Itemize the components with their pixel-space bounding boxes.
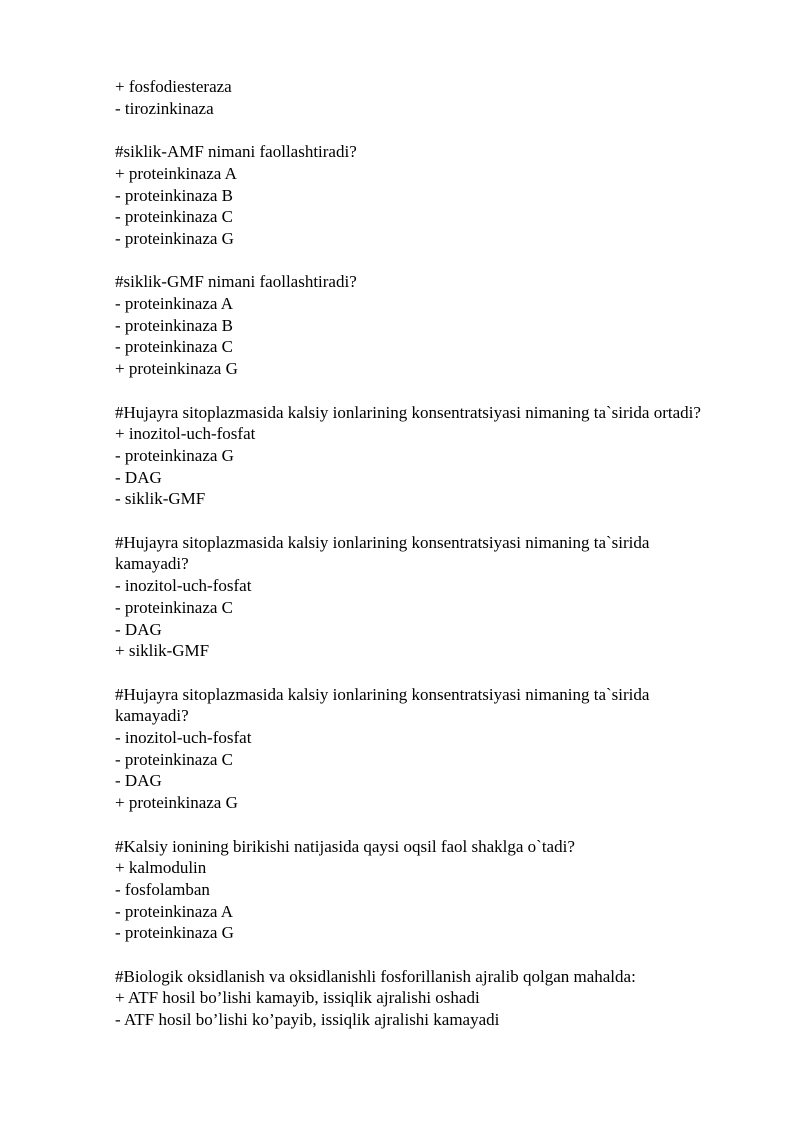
question-text: #Kalsiy ionining birikishi natijasida qaysi oqsil faol shaklga o`tadi? xyxy=(115,836,575,856)
answer-option: - inozitol-uch-fosfat xyxy=(115,728,252,748)
blank-line xyxy=(115,510,715,532)
answer-option: - proteinkinaza G xyxy=(115,228,234,248)
answer-option: - DAG xyxy=(115,619,162,639)
question-block xyxy=(115,966,715,1031)
question-text: #siklik-GMF nimani faollashtiradi? xyxy=(115,272,357,292)
answer-option: + proteinkinaza G xyxy=(115,793,238,813)
document-content xyxy=(115,76,715,1031)
question-block xyxy=(115,141,715,250)
answer-option: - proteinkinaza C xyxy=(115,337,234,357)
answer-option: + kalmodulin xyxy=(115,858,207,878)
question-block xyxy=(115,402,715,511)
question-block xyxy=(115,532,715,662)
answer-option: + fosfodiesteraza xyxy=(115,77,232,96)
answer-option: + proteinkinaza G xyxy=(115,359,238,379)
question-block xyxy=(115,684,715,814)
blank-line xyxy=(115,380,715,402)
blank-line xyxy=(115,662,715,684)
answer-option: - siklik-GMF xyxy=(115,489,206,509)
answer-option: - DAG xyxy=(115,467,162,487)
question-text: #Hujayra sitoplazmasida kalsiy ionlarining konsentratsiyasi nimaning ta`sirida ortadi? xyxy=(115,402,701,422)
blank-line xyxy=(115,119,715,141)
answer-option: - proteinkinaza A xyxy=(115,901,234,921)
blank-line xyxy=(115,944,715,966)
answer-option: - proteinkinaza C xyxy=(115,207,234,227)
answer-option: - fosfolamban xyxy=(115,879,210,899)
question-block xyxy=(115,271,715,380)
question-text: #siklik-AMF nimani faollashtiradi? xyxy=(115,142,357,162)
answer-option: - proteinkinaza G xyxy=(115,445,234,465)
question-block xyxy=(115,836,715,945)
answer-option: - proteinkinaza G xyxy=(115,923,234,943)
answer-option: - DAG xyxy=(115,771,162,791)
blank-line xyxy=(115,814,715,836)
answer-option: - proteinkinaza B xyxy=(115,315,234,335)
answer-option: + proteinkinaza A xyxy=(115,163,237,183)
answer-option: - proteinkinaza A xyxy=(115,294,234,313)
blank-line xyxy=(115,250,715,272)
question-text: #Hujayra sitoplazmasida kalsiy ionlarining konsentratsiyasi nimaning ta`sirida kamayadi? xyxy=(115,684,650,726)
answer-option: + ATF hosil bo’lishi kamayib, issiqlik ajralishi oshadi xyxy=(115,988,480,1008)
answer-option: - proteinkinaza C xyxy=(115,597,234,617)
question-text: #Hujayra sitoplazmasida kalsiy ionlarining konsentratsiyasi nimaning ta`sirida kamayadi? xyxy=(115,532,650,574)
answer-option: - tirozinkinaza xyxy=(115,98,214,118)
leading-options-block xyxy=(115,76,715,119)
answer-option: - inozitol-uch-fosfat xyxy=(115,576,252,596)
answer-option: - proteinkinaza C xyxy=(115,749,234,769)
question-text: #Biologik oksidlanish va oksidlanishli fosforillanish ajralib qolgan mahalda: xyxy=(115,966,636,986)
answer-option: + inozitol-uch-fosfat xyxy=(115,424,256,444)
answer-option: + siklik-GMF xyxy=(115,641,210,661)
answer-option: - ATF hosil bo’lishi ko’payib, issiqlik ajralishi kamayadi xyxy=(115,1010,500,1030)
answer-option: - proteinkinaza B xyxy=(115,185,234,205)
